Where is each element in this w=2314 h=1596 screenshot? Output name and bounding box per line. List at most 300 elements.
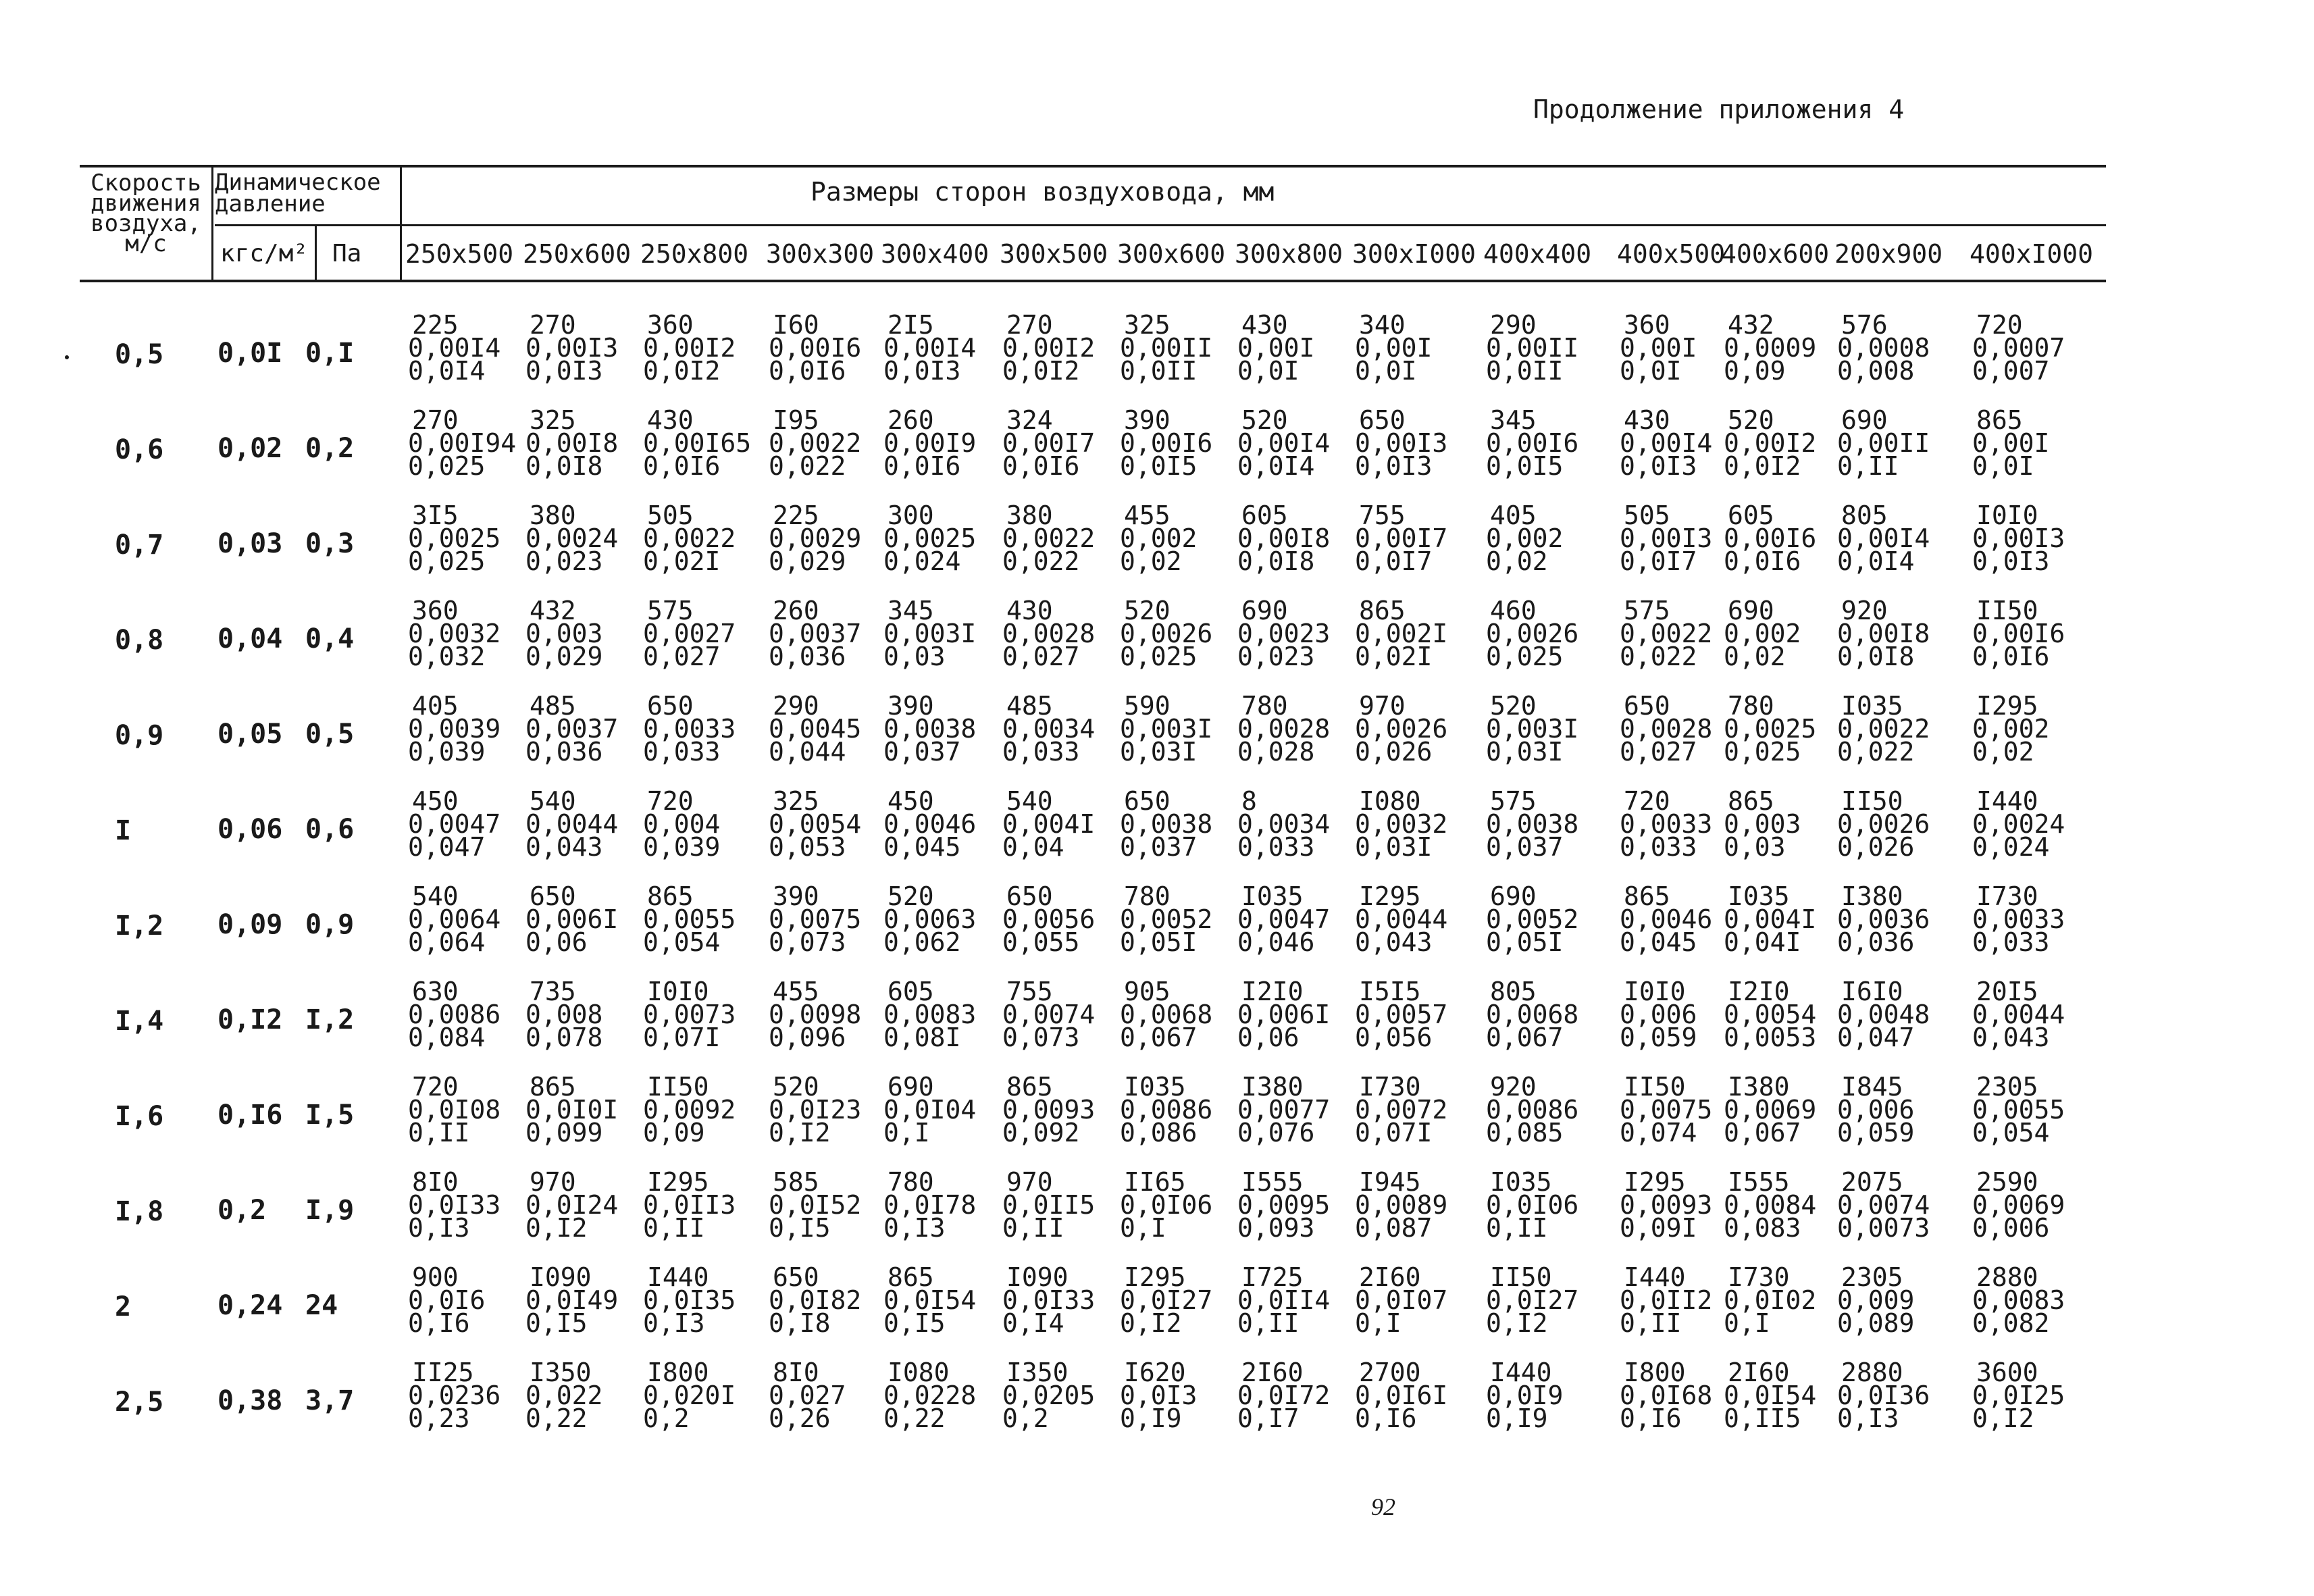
pressure-loss: 0,054 [1972, 1118, 2050, 1148]
kgf-value: 0,04 [217, 623, 283, 654]
unit-loss: 0,00I94 [408, 428, 517, 458]
flow-rate: 505 [647, 500, 694, 530]
table-cell [1486, 691, 1579, 767]
flow-rate: II50 [1841, 786, 1903, 816]
table-cell [1002, 881, 1096, 957]
pressure-loss: 0,032 [408, 642, 486, 671]
pressure-loss: 0,045 [883, 832, 961, 862]
pa-value: 0,6 [305, 814, 355, 845]
flow-rate: 325 [530, 405, 576, 435]
unit-loss: 0,0028 [1237, 714, 1331, 744]
table-cell [769, 596, 862, 671]
pressure-loss: 0,I [1724, 1308, 1770, 1338]
kgf-value: 0,24 [217, 1290, 283, 1321]
pressure-loss: 0,0I4 [1837, 546, 1915, 576]
table-cell [525, 1167, 619, 1243]
unit-loss: 0,0228 [883, 1381, 977, 1410]
unit-loss: 0,0009 [1724, 333, 1817, 363]
flow-rate: 2880 [1976, 1262, 2038, 1292]
size-label: 400x600 [1721, 239, 1830, 269]
pressure-loss: 0,043 [525, 832, 603, 862]
table-cell [1724, 1358, 1817, 1433]
pressure-loss: 0,073 [769, 927, 846, 957]
flow-rate: 2075 [1841, 1167, 1903, 1197]
table-cell [1620, 310, 1697, 386]
unit-loss: 0,0I72 [1237, 1381, 1331, 1410]
unit-loss: 0,0007 [1972, 333, 2065, 363]
table-cell [1355, 881, 1448, 957]
table-cell [1724, 1167, 1817, 1243]
flow-rate: I555 [1241, 1167, 1304, 1197]
flow-rate: 3600 [1976, 1358, 2038, 1387]
pa-value: 24 [305, 1290, 338, 1321]
pressure-loss: 0,0073 [1837, 1213, 1930, 1243]
pressure-loss: 0,22 [883, 1404, 946, 1433]
flow-rate: 520 [1728, 405, 1774, 435]
pressure-loss: 0,09 [643, 1118, 705, 1148]
speed-value: I,6 [115, 1101, 164, 1132]
table-cell [525, 405, 619, 481]
table-cell [1620, 596, 1713, 671]
flow-rate: 432 [1728, 310, 1774, 340]
table-cell [1972, 881, 2065, 957]
table-cell [408, 1358, 501, 1433]
unit-loss: 0,0069 [1724, 1095, 1817, 1125]
flow-rate: 345 [888, 596, 934, 625]
table-cell [1837, 691, 1930, 767]
pressure-loss: 0,033 [1002, 737, 1080, 767]
flow-rate: I440 [647, 1262, 709, 1292]
table-cell [883, 977, 977, 1052]
pressure-loss: 0,043 [1972, 1023, 2050, 1052]
flow-rate: 970 [530, 1167, 576, 1197]
table-cell [1120, 1167, 1213, 1243]
flow-rate: I295 [1624, 1167, 1686, 1197]
flow-rate: 2I60 [1241, 1358, 1304, 1387]
pressure-loss: 0,027 [1002, 642, 1080, 671]
table-cell [1972, 1167, 2065, 1243]
size-label: 300x300 [766, 239, 875, 269]
flow-rate: 575 [647, 596, 694, 625]
table-cell [525, 1262, 619, 1338]
unit-loss: 0,0033 [1620, 809, 1713, 839]
table-cell [525, 691, 619, 767]
pressure-loss: 0,0I8 [1837, 642, 1915, 671]
unit-loss: 0,0I33 [408, 1190, 501, 1220]
pressure-loss: 0,05I [1120, 927, 1198, 957]
flow-rate: 300 [888, 500, 934, 530]
speed-value: I,8 [115, 1196, 164, 1227]
flow-rate: I295 [1359, 881, 1421, 911]
unit-loss: 0,0026 [1355, 714, 1448, 744]
flow-rate: 590 [1124, 691, 1171, 721]
pressure-loss: 0,09 [1724, 356, 1786, 386]
table-cell [408, 1262, 486, 1338]
pressure-loss: 0,024 [883, 546, 961, 576]
pressure-loss: 0,0I6 [643, 451, 721, 481]
speed-value: I,2 [115, 910, 164, 942]
pressure-loss: 0,037 [1120, 832, 1198, 862]
unit-loss: 0,0055 [643, 904, 736, 934]
flow-rate: 650 [1359, 405, 1406, 435]
pressure-loss: 0,022 [1620, 642, 1697, 671]
pressure-loss: 0,0I4 [1237, 451, 1315, 481]
speed-value: 0,8 [115, 625, 164, 656]
pressure-loss: 0,046 [1237, 927, 1315, 957]
table-cell [1837, 1358, 1930, 1433]
flow-rate: 540 [412, 881, 459, 911]
unit-loss: 0,0046 [883, 809, 977, 839]
flow-rate: 540 [530, 786, 576, 816]
table-cell [1837, 977, 1930, 1052]
pressure-loss: 0,0I2 [1002, 356, 1080, 386]
pressure-loss: 0,022 [769, 451, 846, 481]
table-cell [643, 977, 736, 1052]
pressure-loss: 0,03I [1355, 832, 1433, 862]
pressure-loss: 0,I7 [1237, 1404, 1300, 1433]
pressure-loss: 0,0I7 [1620, 546, 1697, 576]
page-caption: Продолжение приложения 4 [1533, 95, 1905, 124]
table-cell [1972, 691, 2050, 767]
flow-rate: 920 [1841, 596, 1888, 625]
pressure-loss: 0,II [1002, 1213, 1064, 1243]
pressure-loss: 0,I4 [1002, 1308, 1064, 1338]
table-cell [769, 1167, 862, 1243]
pa-value: 0,9 [305, 909, 355, 940]
table-cell [769, 500, 862, 576]
pressure-loss: 0,093 [1237, 1213, 1315, 1243]
table-cell [643, 691, 736, 767]
flow-rate: 905 [1124, 977, 1171, 1006]
unit-loss: 0,0038 [1120, 809, 1213, 839]
unit-loss: 0,00I6 [1486, 428, 1579, 458]
flow-rate: 576 [1841, 310, 1888, 340]
pressure-loss: 0,I2 [1486, 1308, 1548, 1338]
flow-rate: 325 [1124, 310, 1171, 340]
speed-value: 2,5 [115, 1387, 164, 1418]
unit-loss: 0,0029 [769, 523, 862, 553]
table-cell [408, 881, 501, 957]
flow-rate: 460 [1490, 596, 1537, 625]
pressure-loss: 0,II [1486, 1213, 1548, 1243]
pressure-loss: 0,II [408, 1118, 470, 1148]
flow-rate: 780 [888, 1167, 934, 1197]
speed-value: 0,9 [115, 720, 164, 751]
kgf-value: 0,38 [217, 1385, 283, 1416]
unit-loss: 0,004I [1002, 809, 1096, 839]
table-cell [1237, 1262, 1331, 1338]
pressure-loss: 0,025 [408, 451, 486, 481]
pressure-loss: 0,II [1237, 1308, 1300, 1338]
pressure-loss: 0,26 [769, 1404, 831, 1433]
speed-header: Скорость движения воздуха, м/с [91, 170, 201, 257]
flow-rate: 360 [647, 310, 694, 340]
unit-loss: 0,0034 [1237, 809, 1331, 839]
flow-rate: 720 [412, 1072, 459, 1102]
flow-rate: 920 [1490, 1072, 1537, 1102]
table-cell [883, 1262, 977, 1338]
table-cell [1237, 405, 1331, 481]
flow-rate: 2700 [1359, 1358, 1421, 1387]
table-cell [643, 405, 752, 481]
unit-loss: 0,00I6 [1120, 428, 1213, 458]
unit-loss: 0,0044 [1355, 904, 1448, 934]
table-cell [1972, 977, 2065, 1052]
flow-rate: 690 [888, 1072, 934, 1102]
table-cell [1837, 786, 1930, 862]
table-cell [1620, 691, 1713, 767]
table-cell [1237, 1167, 1331, 1243]
pressure-loss: 0,I3 [1837, 1404, 1899, 1433]
table-cell [1120, 1358, 1198, 1433]
flow-rate: 485 [1006, 691, 1053, 721]
flow-rate: I730 [1976, 881, 2038, 911]
table-cell [408, 1167, 501, 1243]
flow-rate: 2305 [1976, 1072, 2038, 1102]
table-cell [1355, 500, 1448, 576]
pressure-loss: 0,0I [1972, 451, 2034, 481]
unit-loss: 0,002 [1486, 523, 1564, 553]
pressure-loss: 0,0I3 [1620, 451, 1697, 481]
pressure-loss: 0,092 [1002, 1118, 1080, 1148]
table-sub-rule [215, 224, 400, 226]
flow-rate: I035 [1124, 1072, 1186, 1102]
table-cell [1002, 1358, 1096, 1433]
pressure-loss: 0,086 [1120, 1118, 1198, 1148]
kgf-value: 0,0I [217, 338, 283, 369]
flow-rate: II25 [412, 1358, 474, 1387]
unit-loss: 0,020I [643, 1381, 736, 1410]
table-cell [1724, 786, 1801, 862]
table-cell [1620, 405, 1713, 481]
flow-rate: 650 [1006, 881, 1053, 911]
unit-loss: 0,002 [1120, 523, 1198, 553]
flow-rate: 865 [1976, 405, 2023, 435]
pa-value: 3,7 [305, 1385, 355, 1416]
speed-value: I [115, 815, 132, 846]
table-cell [769, 691, 862, 767]
kgf-value: 0,I6 [217, 1100, 283, 1131]
unit-loss: 0,008 [525, 1000, 603, 1029]
flow-rate: 360 [412, 596, 459, 625]
pressure-loss: 0,073 [1002, 1023, 1080, 1052]
table-cell [1620, 1358, 1713, 1433]
unit-loss: 0,0I0I [525, 1095, 619, 1125]
pressure-loss: 0,0I6 [1002, 451, 1080, 481]
table-cell [1237, 881, 1331, 957]
table-cell [1120, 405, 1213, 481]
pressure-loss: 0,22 [525, 1404, 588, 1433]
flow-rate: I945 [1359, 1167, 1421, 1197]
flow-rate: 2I60 [1728, 1358, 1790, 1387]
flow-rate: 8 [1241, 786, 1257, 816]
pressure-loss: 0,027 [1620, 737, 1697, 767]
size-label: 250x600 [523, 239, 632, 269]
pressure-loss: 0,078 [525, 1023, 603, 1052]
flow-rate: 225 [412, 310, 459, 340]
pressure-loss: 0,067 [1120, 1023, 1198, 1052]
unit-loss: 0,00II [1837, 428, 1930, 458]
unit-loss: 0,0008 [1837, 333, 1930, 363]
flow-rate: 755 [1359, 500, 1406, 530]
table-cell [1002, 310, 1096, 386]
table-cell [1972, 1262, 2065, 1338]
pressure-loss: 0,025 [1486, 642, 1564, 671]
flow-rate: 650 [647, 691, 694, 721]
pressure-loss: 0,067 [1724, 1118, 1801, 1148]
unit-loss: 0,0I07 [1355, 1285, 1448, 1315]
flow-rate: 865 [530, 1072, 576, 1102]
flow-rate: II50 [647, 1072, 709, 1102]
table-cell [525, 310, 619, 386]
pressure-loss: 0,0I6 [883, 451, 961, 481]
unit-loss: 0,0057 [1355, 1000, 1448, 1029]
divider-3 [315, 226, 317, 281]
unit-loss: 0,0I35 [643, 1285, 736, 1315]
unit-loss: 0,003I [883, 619, 977, 648]
table-cell [1237, 310, 1315, 386]
unit-loss: 0,006 [1837, 1095, 1915, 1125]
flow-rate: 970 [1359, 691, 1406, 721]
flow-rate: I555 [1728, 1167, 1790, 1197]
table-cell [769, 405, 862, 481]
table-cell [525, 1358, 603, 1433]
unit-loss: 0,00II [1486, 333, 1579, 363]
pressure-loss: 0,II5 [1724, 1404, 1801, 1433]
flow-rate: 865 [647, 881, 694, 911]
table-cell [643, 596, 736, 671]
unit-loss: 0,0I08 [408, 1095, 501, 1125]
unit-loss: 0,0054 [1724, 1000, 1817, 1029]
flow-rate: 2305 [1841, 1262, 1903, 1292]
flow-rate: 260 [888, 405, 934, 435]
flow-rate: 650 [1124, 786, 1171, 816]
table-cell [1837, 405, 1930, 481]
table-cell [883, 310, 977, 386]
table-cell [408, 596, 501, 671]
flow-rate: 450 [888, 786, 934, 816]
unit-loss: 0,0037 [769, 619, 862, 648]
speed-value: I,4 [115, 1006, 164, 1037]
flow-rate: 690 [1841, 405, 1888, 435]
table-cell [408, 691, 501, 767]
table-cell [1355, 1072, 1448, 1148]
pressure-loss: 0,0I3 [1355, 451, 1433, 481]
pressure-loss: 0,I2 [525, 1213, 588, 1243]
flow-rate: I725 [1241, 1262, 1304, 1292]
flow-rate: I440 [1976, 786, 2038, 816]
unit-loss: 0,0034 [1002, 714, 1096, 744]
table-cell [1837, 596, 1930, 671]
pressure-loss: 0,2 [1002, 1404, 1049, 1433]
table-cell [1002, 1167, 1096, 1243]
table-cell [1002, 977, 1096, 1052]
unit-loss: 0,0069 [1972, 1190, 2065, 1220]
unit-loss: 0,0I6I [1355, 1381, 1448, 1410]
unit-loss: 0,0068 [1120, 1000, 1213, 1029]
table-cell [408, 786, 501, 862]
table-cell [643, 1358, 736, 1433]
table-cell [1486, 1167, 1579, 1243]
unit-loss: 0,0047 [1237, 904, 1331, 934]
unit-loss: 0,00I4 [1620, 428, 1713, 458]
unit-loss: 0,00I2 [643, 333, 736, 363]
table-cell [1237, 500, 1331, 576]
pa-value: I,5 [305, 1100, 355, 1131]
unit-loss: 0,0028 [1620, 714, 1713, 744]
unit-loss: 0,00I3 [1620, 523, 1713, 553]
unit-loss: 0,0I52 [769, 1190, 862, 1220]
flow-rate: 260 [773, 596, 819, 625]
pressure-loss: 0,084 [408, 1023, 486, 1052]
flow-rate: 805 [1841, 500, 1888, 530]
size-label: 300x600 [1117, 239, 1226, 269]
unit-loss: 0,0075 [769, 904, 862, 934]
pressure-loss: 0,085 [1486, 1118, 1564, 1148]
unit-loss: 0,009 [1837, 1285, 1915, 1315]
flow-rate: I380 [1841, 881, 1903, 911]
table-cell [1620, 977, 1697, 1052]
divider-2 [400, 166, 402, 281]
pressure-loss: 0,047 [408, 832, 486, 862]
flow-rate: I295 [647, 1167, 709, 1197]
pressure-loss: 0,043 [1355, 927, 1433, 957]
pressure-loss: 0,0I6 [1724, 546, 1801, 576]
table-cell [883, 881, 977, 957]
pressure-loss: 0,03 [883, 642, 946, 671]
pressure-loss: 0,04I [1724, 927, 1801, 957]
unit-loss: 0,0I54 [1724, 1381, 1817, 1410]
table-cell [1620, 1167, 1713, 1243]
pressure-loss: 0,008 [1837, 356, 1915, 386]
unit-loss: 0,00I [1237, 333, 1315, 363]
flow-rate: I0I0 [647, 977, 709, 1006]
flow-rate: 325 [773, 786, 819, 816]
flow-rate: 690 [1490, 881, 1537, 911]
unit-loss: 0,0I36 [1837, 1381, 1930, 1410]
unit-loss: 0,006I [525, 904, 619, 934]
unit-loss: 0,004I [1724, 904, 1817, 934]
table-cell [769, 1358, 846, 1433]
table-cell [408, 1072, 501, 1148]
pressure-loss: 0,036 [1837, 927, 1915, 957]
pressure-loss: 0,007 [1972, 356, 2050, 386]
unit-loss: 0,0039 [408, 714, 501, 744]
flow-rate: 720 [1976, 310, 2023, 340]
table-cell [643, 500, 736, 576]
flow-rate: I6I0 [1841, 977, 1903, 1006]
unit-loss: 0,006I [1237, 1000, 1331, 1029]
pressure-loss: 0,II [1837, 451, 1899, 481]
pressure-loss: 0,02 [1120, 546, 1182, 576]
pressure-loss: 0,053 [769, 832, 846, 862]
pressure-loss: 0,06 [525, 927, 588, 957]
flow-rate: 380 [1006, 500, 1053, 530]
unit-loss: 0,0045 [769, 714, 862, 744]
flow-rate: 430 [1624, 405, 1670, 435]
size-label: 300x500 [1000, 239, 1108, 269]
unit-loss: 0,0025 [883, 523, 977, 553]
size-label: 400x400 [1483, 239, 1592, 269]
pa-value: I,9 [305, 1195, 355, 1226]
kgf-value: 0,05 [217, 719, 283, 750]
flow-rate: II50 [1490, 1262, 1552, 1292]
pa-unit-header: Па [332, 240, 362, 267]
pressure-loss: 0,03I [1486, 737, 1564, 767]
unit-loss: 0,00II [1120, 333, 1213, 363]
speed-value: 2 [115, 1291, 132, 1322]
unit-loss: 0,0032 [408, 619, 501, 648]
